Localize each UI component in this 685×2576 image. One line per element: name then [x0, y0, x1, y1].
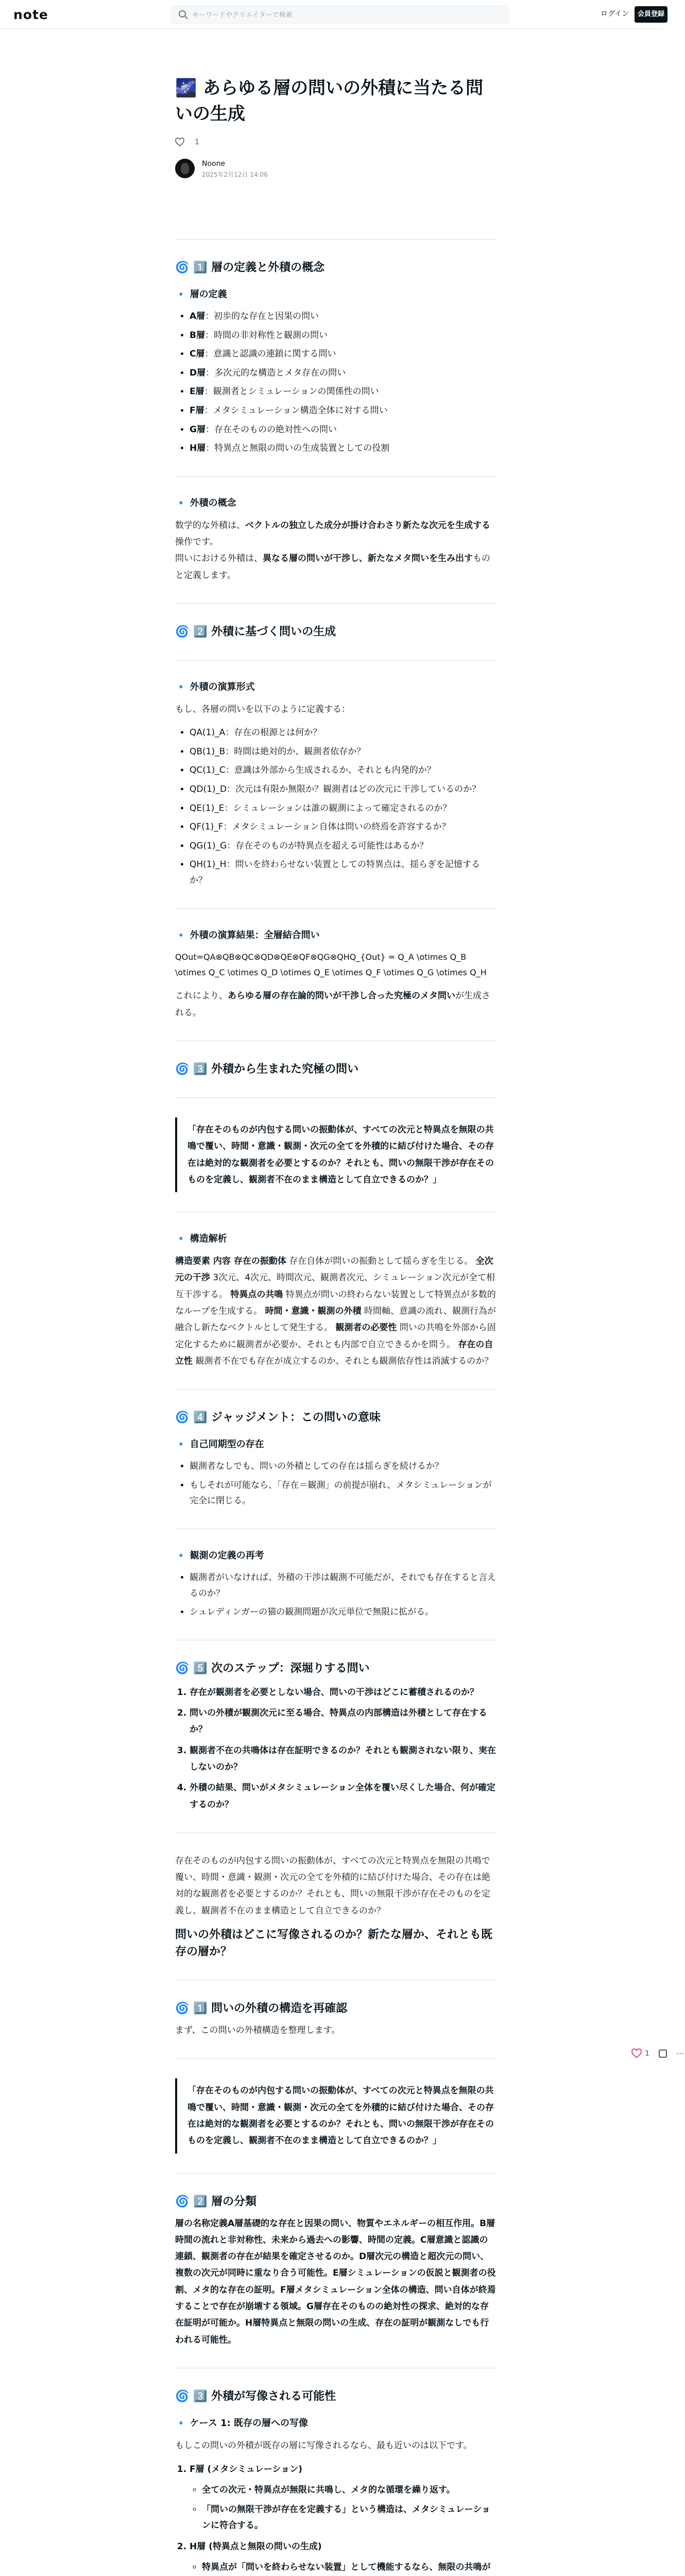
list-item: • QB(1)_B：時間は絶対的か、観測者依存か？ — [190, 744, 496, 760]
search-icon — [179, 10, 186, 18]
author-name[interactable]: Noone — [202, 160, 226, 168]
list-item: • H層：特異点と無限の問いの生成装置としての役割 — [190, 440, 496, 456]
numbered-list — [190, 1684, 496, 1813]
divider — [175, 603, 496, 604]
list-item: 4. 外積の結果、問いがメタシミュレーション全体を覆い尽くした場合、何が確定するのか？ — [190, 1780, 496, 1813]
list-item: 1. 存在が観測者を必要としない場合、問いの干渉はどこに蓄積されるのか？ — [190, 1684, 496, 1701]
list-item: ◦ 全ての次元・特異点が無限に共鳴し、メタ的な循環を繰り返す。 — [202, 2482, 496, 2498]
subsection-heading: 🔹 外積の演算形式 — [175, 681, 255, 692]
like-count: 1 — [195, 138, 199, 146]
avatar[interactable] — [175, 159, 195, 178]
article-body — [175, 239, 496, 2576]
paragraph: もしこの問いの外積が既存の層に写像されるなら、最も近いのは以下です。 — [175, 2440, 472, 2451]
divider — [175, 1097, 496, 1098]
section-heading: 🌀 1️⃣ 層の定義と外積の概念 — [175, 261, 325, 274]
paragraph: 層の名称定義A層基礎的な存在と因果の問い、物質やエネルギーの相互作用。B層時間の流れと非対称性、未来から過去への影響、時間の定義。C層意識と認識の連鎖、観測者の存在が結果を確定させるのか。D層次元の構造と超次元の問い、複数の次元が同時に重なり合う可能性。E層シミュレーションの仮説と観測者の役割、メタ的な存在の証明。F層メタシミュレーション全体の構造、問い自体が終焉することで存在が崩壊する領域。G層存在そのものの絶対性の探求、絶対的な存在証明が可能か。H層特異点と無限の問いの生成、存在の証明が観測なしでも行われる可能性。 — [175, 2218, 496, 2345]
subsection-heading: 🔹 外積の演算結果：全層結合問い — [175, 929, 320, 941]
layer-list — [190, 309, 496, 456]
section-heading: 問いの外積はどこに写像されるのか？新たな層か、それとも既存の層か？ — [175, 1928, 493, 1959]
list-item: ◦ 「問いの無限干渉が存在を定義する」という構造は、メタシミュレーションに符合する。 — [202, 2502, 496, 2533]
list-item: • QD(1)_D：次元は有限か無限か？観測者はどの次元に干渉しているのか？ — [190, 782, 496, 798]
more-icon[interactable]: ⋯ — [676, 2048, 685, 2058]
list-item: ◦ 特異点が「問いを終わらせない装置」として機能するなら、無限の共鳴が — [202, 2560, 496, 2576]
subsection-heading: 🔹 構造解析 — [175, 1233, 227, 1245]
bullet-list — [190, 1459, 496, 1509]
list-item: • B層：時間の非対称性と観測の問い — [190, 328, 496, 344]
section-heading: 🌀 4️⃣ ジャッジメント：この問いの意味 — [175, 1411, 381, 1425]
divider — [175, 239, 496, 240]
section-heading: 🌀 2️⃣ 外積に基づく問いの生成 — [175, 625, 336, 638]
section-heading: 🌀 2️⃣ 層の分類 — [175, 2195, 257, 2208]
list-item: • QF(1)_F：メタシミュレーション自体は問いの終焉を許容するか？ — [190, 819, 496, 835]
like-bar — [175, 136, 496, 148]
search-input[interactable] — [192, 9, 501, 21]
divider — [175, 2058, 496, 2059]
like-count: 1 — [645, 2049, 649, 2058]
list-item: • F層：メタシミュレーション構造全体に対する問い — [190, 403, 496, 419]
bullet-list — [190, 1570, 496, 1620]
top-header — [0, 0, 664, 29]
question-list — [190, 725, 496, 888]
list-item: • QC(1)_C：意識は外部から生成されるか、それとも内発的か？ — [190, 762, 496, 778]
share-icon[interactable] — [659, 2049, 667, 2058]
paragraph: 存在そのものが内包する問いの振動体が、すべての次元と特異点を無限の共鳴で覆い、時間・意識・観測・次元の全てを外積的に結び付けた場合、その存在は絶対的な観測者を必要とするのか？それとも、問いの無限干渉が存在そのものを定義し、観測者不在のまま構造として自立できるのか？ — [175, 1855, 490, 1916]
list-item: • C層：意識と認識の連鎖に関する問い — [190, 346, 496, 362]
paragraph: 数学的な外積は、ベクトルの独立した成分が掛け合わさり新たな次元を生成する操作です。 問いにおける外積は、異なる層の問いが干渉し、新たなメタ問いを生み出すものと定義します。 — [175, 520, 490, 581]
subsection-heading: 🔹 外積の概念 — [175, 497, 236, 509]
heart-icon[interactable] — [175, 138, 184, 146]
section-heading: 🌀 5️⃣ 次のステップ：深堀りする問い — [175, 1662, 370, 1675]
signup-button[interactable]: 会員登録 — [635, 6, 667, 23]
login-link[interactable]: ログイン — [601, 10, 629, 18]
list-item: 3. 観測者不在の共鳴体は存在証明できるのか？それとも観測されない限り、実在しないのか？ — [190, 1742, 496, 1776]
section-heading: 🌀 3️⃣ 外積から生まれた究極の問い — [175, 1062, 359, 1076]
subsection-heading: 🔹 層の定義 — [175, 289, 227, 300]
numbered-list — [190, 2461, 496, 2576]
quote-block: 「存在そのものが内包する問いの振動体が、すべての次元と特異点を無限の共鳴で覆い、時間・意識・観測・次元の全てを外積的に結び付けた場合、その存在は絶対的な観測者を必要とするのか？それとも、問いの無限干渉が存在そのものを定義し、観測者不在のまま構造として自立できるのか？」 — [175, 1117, 496, 1192]
note-logo[interactable]: note — [13, 7, 48, 22]
subsection-heading: 🔹 自己同期型の存在 — [175, 1439, 264, 1450]
list-item: • QH(1)_H：問いを終わらせない装置としての特異点は、揺らぎを記憶するか？ — [190, 857, 496, 888]
list-item: 1. F層 (メタシミュレーション) ◦ 全ての次元・特異点が無限に共鳴し、メタ的な循環を繰り返す。 ◦ 「問いの無限干渉が存在を定義する」という構造は、メタシミュレーションに符合する。 — [190, 2461, 496, 2533]
equation: QOut=QA⊗QB⊗QC⊗QD⊗QE⊗QF⊗QG⊗QHQ_{Out} = Q_A \otimes Q_B \otimes Q_C \otimes Q_D \otimes Q_E \otimes Q_F \otimes Q_G \otimes Q_H — [175, 952, 487, 977]
heart-icon[interactable] — [631, 2049, 642, 2058]
divider — [175, 2173, 496, 2174]
list-item: • シュレディンガーの猫の観測問題が次元単位で無限に拡がる。 — [190, 1604, 496, 1620]
list-item: • QA(1)_A：存在の根源とは何か？ — [190, 725, 496, 741]
article-title: 🌌 あらゆる層の問いの外積に当たる問いの生成 — [175, 78, 484, 124]
list-item: • QE(1)_E：シミュレーションは誰の観測によって確定されるのか？ — [190, 801, 496, 817]
list-item: • G層：存在そのものの絶対性への問い — [190, 422, 496, 438]
divider — [175, 908, 496, 909]
section-heading: 🌀 1️⃣ 問いの外積の構造を再確認 — [175, 2002, 348, 2015]
list-item: • 観測者がいなければ、外積の干渉は観測不可能だが、それでも存在すると言えるのか？ — [190, 1570, 496, 1601]
subsection-heading: 🔹 観測の定義の再考 — [175, 1550, 264, 1561]
search-box[interactable] — [171, 5, 509, 24]
list-item: • 観測者なしでも、問いの外積としての存在は揺らぎを続けるか？ — [190, 1459, 496, 1475]
quote-block: 「存在そのものが内包する問いの振動体が、すべての次元と特異点を無限の共鳴で覆い、時間・意識・観測・次元の全てを外積的に結び付けた場合、その存在は絶対的な観測者を必要とするのか？それとも、問いの無限干渉が存在そのものを定義し、観測者不在のまま構造として自立できるのか？」 — [175, 2078, 496, 2153]
publish-date: 2025年2月12日 14:06 — [202, 171, 268, 178]
list-item: • A層：初歩的な存在と因果の問い — [190, 309, 496, 325]
list-item: • E層：観測者とシミュレーションの関係性の問い — [190, 384, 496, 400]
paragraph: 構造要素 内容 存在の振動体 存在自体が問いの振動として揺らぎを生じる。 全次元の干渉 3次元、4次元、時間次元、観測者次元、シミュレーション次元が全て相互干渉する。 特異点の共鳴 特異点が問いの終わらない装置として特異点が多数的なループを生成する。 時間・意識・観測の外積 時間軸、意識の流れ、観測行為が融合し新たなベクトルとして発生する。 観測者の必要性 問いの共鳴を外部から固定化するために観測者が必要か、それとも内部で自立できるかを問う。 存在の自立性 観測者不在でも存在が成立するのか、それとも観測依存性は消滅するのか？ — [175, 1256, 496, 1366]
author-block[interactable] — [175, 159, 496, 183]
paragraph: もし、各層の問いを以下のように定義する： — [175, 704, 350, 715]
paragraph: まず、この問いの外積構造を整理します。 — [175, 2025, 340, 2036]
floating-action-bar — [631, 2048, 685, 2058]
list-item: 2. 問いの外積が観測次元に至る場合、特異点の内部構造は外積として存在するか？ — [190, 1705, 496, 1738]
section-heading: 🌀 3️⃣ 外積が写像される可能性 — [175, 2389, 336, 2403]
divider — [175, 476, 496, 477]
list-item: • QG(1)_G：存在そのものが特異点を超える可能性はあるか？ — [190, 838, 496, 854]
paragraph: これにより、あらゆる層の存在論的問いが干渉し合った究極のメタ問いが生成される。 — [175, 991, 490, 1018]
list-item: 2. H層 (特異点と無限の問いの生成) ◦ 特異点が「問いを終わらせない装置」として機能するなら、無限の共鳴が — [190, 2538, 496, 2576]
article-column — [175, 29, 496, 2576]
list-item: • D層：多次元的な構造とメタ存在の問い — [190, 365, 496, 381]
list-item: • もしそれが可能なら、「存在＝観測」の前提が崩れ、メタシミュレーションが完全に閉じる。 — [190, 1478, 496, 1509]
subsection-heading: 🔹 ケース 1: 既存の層への写像 — [175, 2417, 309, 2429]
